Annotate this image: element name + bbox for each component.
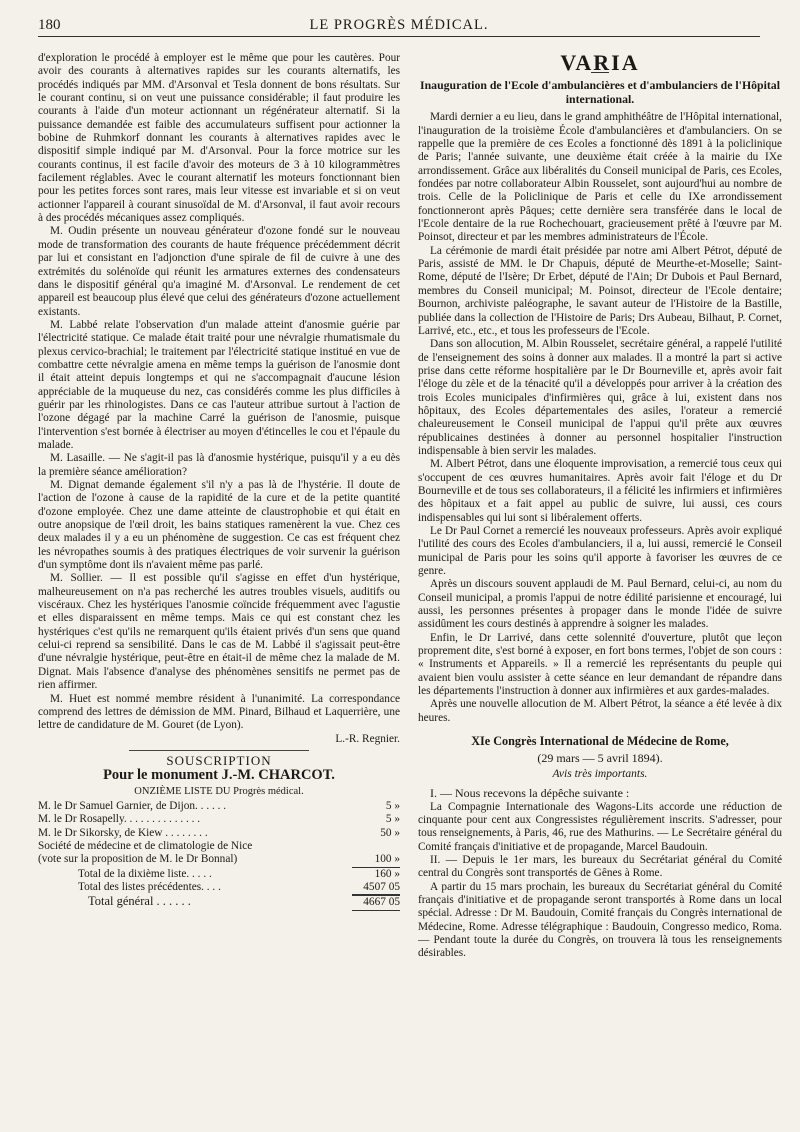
- paragraph: M. Sollier. — Il est possible qu'il s'agisse en effet d'un hystérique, malheureusement on n'a pas recherché les autres troubles visuels, auditifs ou viscéraux. Chez les hystériques l'anosmie coïncide fréquemment avec l'agustie et elles disparaissent en même temps. Mais ce qui est constant chez les hystériques c'est qu'ils ne remarquent qu'ils étaient privés d'un sens que quand celui-ci reprend sa sensibilité. Dans le cas de M. Labbé il s'agissait peut-être d'une névralgie hystérique, peut-être en était-il de même chez la malade de M. Dignat. Mais l'absence d'analyse des phénomènes sensitifs ne permet pas de rien affirmer.: [38, 572, 400, 692]
- entry-name: Société de médecine et de climatologie de Nice: [38, 839, 253, 852]
- section-title: VARIA: [560, 52, 640, 75]
- paragraph: d'exploration le procédé à employer est le même que pour les cautères. Pour avoir des courants à alternatives rapides sur les courants alternatifs, les procédés indiqués par MM. d'Arsonval et Tesla donnent de bons résultats. Sur le courant continu, si on veut une puissance considérable; il faut produire les courants à l'aide d'un moteur actionnant un régénérateur alternatif. Si la puissance demandée est faible des accumulateurs suffisent pour actionner la bobine de Ruhmkorf donnant les courants à alternatives rapides avec le dispositif simple indiqué par M. d'Arsonval. Pour la force motrice sur les courants continus, il est facile d'avoir des moteurs de 3 à 10 kilogrammètres facilement réglables. Avec le courant alternatif les moteurs fonctionnant bien pour les petites forces sont rares, mais leur vitesse est invariable et si on veut actionner l'appareil à courant sinusoïdal de M. d'Arsonval, il faut avoir recours à des procédés mécaniques assez compliqués.: [38, 52, 400, 225]
- subscription-entry: [38, 853, 400, 867]
- entry-name: M. le Dr Samuel Garnier, de Dijon. . . . . .: [38, 799, 227, 812]
- article-title: Inauguration de l'Ecole d'ambulancières et d'ambulanciers de l'Hôpital international.: [420, 78, 780, 106]
- subscription-title: SOUSCRIPTION: [166, 752, 272, 768]
- entry-amount: 50 »: [380, 826, 400, 839]
- subscription-entry: [38, 813, 400, 826]
- paragraph: M. Labbé relate l'observation d'un malade atteint d'anosmie guérie par l'électricité statique. Ce malade était traité pour une névralgie rhumatismale du plexus cervico-brachial; le traitement par l'électricité statique institué en vue de combattre cette névralgie amena en même temps la guérison de l'anosmie dont il était atteint depuis longtemps et qui ne s'accompagnait d'aucune lésion appréciable de la muqueuse du nez, cas considérés comme les plus difficiles à guérir par les rhinologistes. Dans ce cas l'auteur attribue surtout à l'action de l'ozone dégagé par la machine Carré la guérison de l'anosmie, puisque l'intervention s'est bornée à électriser au moyen d'étincelles le cou et l'épaule du malade.: [38, 318, 400, 451]
- subscription-entry: [38, 827, 400, 840]
- paragraph: Après une nouvelle allocution de M. Albert Pétrot, la séance a été levée à dix heures.: [418, 698, 782, 724]
- subscription-box: [38, 754, 400, 911]
- subscription-headline: Pour le monument J.-M. CHARCOT.: [103, 767, 335, 784]
- paragraph: La Compagnie Internationale des Wagons-Lits accorde une réduction de cinquante pour cent aux Congressistes régulièrement inscrits. S'adresser, pour tous renseignements, à Paris, 46, rue des Mathurins. — Le Secrétaire général du Comité français d'initiative et de propagande, Marcel Baudouin.: [418, 800, 782, 853]
- paragraph: Enfin, le Dr Larrivé, dans cette solennité d'ouverture, plutôt que leçon proprement dite, s'est borné à exposer, en fort bons termes, l'objet de son cours : « Instruments et Appareils. » Il a remercié les représentants du peuple qui avaient bien voulu assister à cette séance en leur demandant de répandre dans les départements l'instruction à donner aux infirmières et aux gardes-malades.: [418, 631, 782, 698]
- paragraph: Mardi dernier a eu lieu, dans le grand amphithéâtre de l'Hôpital international, l'inauguration de la troisième École d'ambulancières et d'ambulanciers. On se rappelle que la première de ces Ecoles a fonctionné dès 1891 à la policlinique de Paris; l'année suivante, une deuxième était créée à la mairie du IXe arrondissement. Grâce aux libéralités du Conseil municipal de Paris, ces Ecoles, fondées par notre collaborateur Albin Rousselet, sont aujourd'hui au nombre de trois. Celle de la Policlinique de Paris et celle du IXe arrondissement fonctionneront après Pâques; cette dernière sera transférée dans le local de l'Ecole dentaire de la rue Rochechouart, gracieusement prêté à l'œuvre par M. Poinsot, directeur et par les membres administrateurs de l'École.: [418, 111, 782, 244]
- paragraph: Dans son allocution, M. Albin Rousselet, secrétaire général, a rappelé l'utilité de l'enseignement des soins à donner aux malades. Il a montré la part si active prise dans cette réforme hospitalière par le Dr Bourneville et, après avoir fait l'éloge du zèle et de la ténacité qu'il a développés pour arriver à la création des trois Ecoles municipales d'infirmières qui, grâce à lui, existent dans nos hôpitaux, des Ecoles départementales des asiles, l'orateur a remercié chaleureusement le Conseil municipal de l'appui qu'il prête aux œuvres républicaines destinées à donner au personnel hospitalier l'instruction indispensable à bien servir les malades.: [418, 338, 782, 457]
- entry-amount: 100 »: [352, 853, 400, 867]
- paragraph: La cérémonie de mardi était présidée par notre ami Albert Pétrot, député de Paris, assisté de MM. le Dr Chapuis, député de Meurthe-et-Moselle; Saint-Rome, député de l'Isère; Dr Erbet, député de l'Ain; Dr Dubois et Paul Bernard, membres du Conseil municipal; M. Poinsot, directeur de l'Ecole dentaire; Bournon, archiviste paléographe, le savant auteur de l'Histoire de la Bastille, publiée dans la collection de l'Histoire de Paris; Drs Aubeau, Bilhaut, P. Cornet, Larrivé, etc., etc., et tous les professeurs de l'Ecole.: [418, 244, 782, 337]
- subscription-entry: [38, 840, 400, 853]
- signature: L.-R. Regnier.: [335, 732, 400, 745]
- journal-title: LE PROGRÈS MÉDICAL.: [309, 17, 489, 33]
- page-number: 180: [38, 17, 61, 33]
- paragraph: Le Dr Paul Cornet a remercié les nouveaux professeurs. Après avoir expliqué l'utilité des cours des Ecoles d'ambulanciers, il a, lui aussi, remercié le Conseil municipal de Paris pour les soins qu'il apporte à favoriser les œuvres de ce genre.: [418, 525, 782, 578]
- paragraph: M. Oudin présente un nouveau générateur d'ozone fondé sur le nouveau mode de transformation des courants de haute fréquence précédemment décrit par lui et consistant en l'adjonction d'une spirale de fil de cuivre à une des extrémités du solénoïde qui réunit les armatures externes des condensateurs dans le dispositif général qu'a imaginé M. d'Arsonval. Le rendement de cet appareil est beaucoup plus élevé que celui des générateurs d'ozone actuellement existants.: [38, 225, 400, 318]
- total-amount: 4507 05: [352, 881, 400, 895]
- grand-total-label: Total général . . . . . .: [88, 895, 191, 909]
- entry-name: M. le Dr Rosapelly. . . . . . . . . . . . . .: [38, 813, 201, 826]
- subscription-total: [38, 881, 400, 895]
- congress-dates: (29 mars — 5 avril 1894).: [537, 750, 663, 765]
- total-label: Total des listes précédentes. . . .: [78, 880, 221, 893]
- congress-section-heading: I. — Nous recevons la dépêche suivante :: [430, 786, 630, 801]
- right-column: [418, 52, 782, 1114]
- paragraph: M. Albert Pétrot, dans une éloquente improvisation, a remercié tous ceux qui s'occupent de ces œuvres humanitaires. Après avoir fait l'éloge et du Dr Bourneville et de tous ses collaborateurs, il a félicité les infirmiers et infirmières des hôpitaux et a fait appel au public de suivre, lui aussi, ces cours indispensables qui lui sont si libéralement offerts.: [418, 458, 782, 524]
- total-label: Total de la dixième liste. . . . .: [78, 867, 212, 880]
- subscription-total: [38, 868, 400, 881]
- paragraph: M. Lasaille. — Ne s'agit-il pas là d'anosmie hystérique, puisqu'il y a eu dès la première séance amélioration?: [38, 452, 400, 478]
- entry-name: (vote sur la proposition de M. le Dr Bonnal): [38, 853, 238, 866]
- subscription-subtitle: ONZIÈME LISTE DU Progrès médical.: [134, 785, 304, 797]
- entry-name: M. le Dr Sikorsky, de Kiew . . . . . . . .: [38, 826, 208, 839]
- paragraph: M. Huet est nommé membre résident à l'unanimité. La correspondance comprend des lettres de démission de MM. Pinard, Bilhaud et Laquerrière, une lettre de candidature de M. Gouret (de Lyon).: [38, 692, 400, 732]
- subscription-entry: [38, 800, 400, 813]
- entry-amount: 5 »: [385, 799, 400, 812]
- divider: [129, 750, 309, 751]
- page-header: [38, 14, 760, 37]
- paragraph: Après un discours souvent applaudi de M. Paul Bernard, celui-ci, au nom du Conseil municipal, a promis l'appui de notre édilité parisienne et encouragé, lui aussi, les personnes présentes à propager dans le monde l'idée de suivre assidûment les cours destinés à apprendre à soigner les malades.: [418, 578, 782, 631]
- paragraph: A partir du 15 mars prochain, les bureaux du Secrétariat général du Comité français d'initiative et de propagande seront transportés à Rome dans un local spécial. Adresse : Dr M. Baudouin, Comité français du Congrès international de Médecine, Rome. Adresse télégraphique : Baudouin, Congresso medico, Roma. — Pendant toute la durée du Congrès, on trouvera là tous les renseignements désirables.: [418, 880, 782, 960]
- left-column: [38, 52, 400, 1114]
- congress-note: Avis très importants.: [552, 767, 648, 780]
- paragraph: II. — Depuis le 1er mars, les bureaux du Secrétariat général du Comité central du Congrès sont transportés de Gênes à Rome.: [418, 853, 782, 880]
- subscription-grand-total: [38, 895, 400, 910]
- congress-title: XIe Congrès International de Médecine de Rome,: [471, 734, 729, 749]
- paragraph: M. Dignat demande également s'il n'y a pas là de l'hystérie. Il doute de l'action de l'ozone à cause de la rapidité de la cure et de la petite quantité d'ozone employée. Chez une dame atteinte de claustrophobie et qui était en outre anopsique de l'œil droit, les bains statiques ramenèrent la vue. Chez ces deux malades il y a eu un phénomène de suggestion. Ce cas est fréquent chez les névropathes soumis à des pratiques électriques de voir survenir la guérison d'un symptôme dont ils n'avaient même pas parlé.: [38, 479, 400, 572]
- total-amount: 160 »: [374, 867, 400, 880]
- grand-total-amount: 4667 05: [352, 895, 400, 910]
- entry-amount: 5 »: [385, 813, 400, 826]
